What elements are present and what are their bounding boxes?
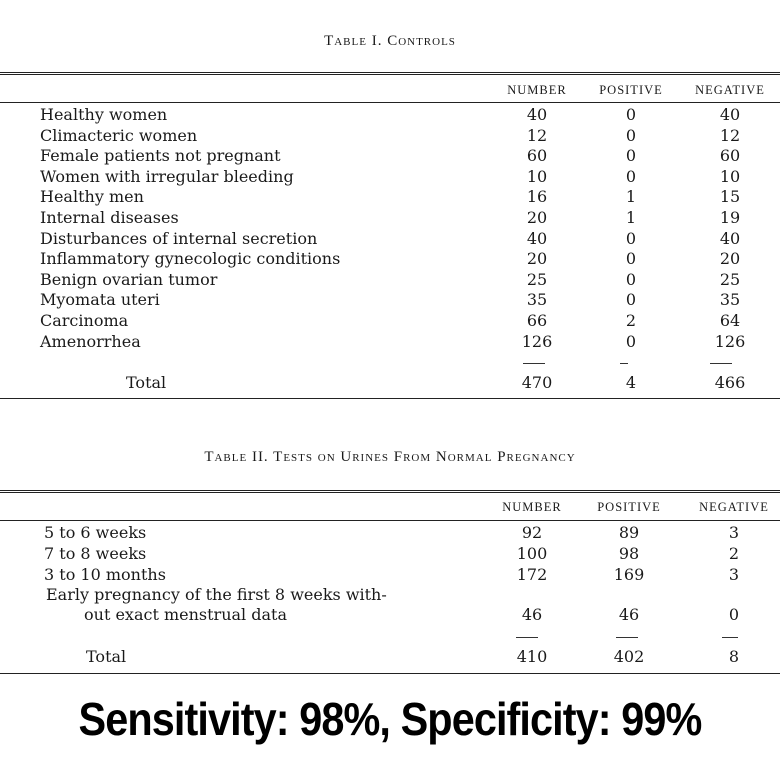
row-negative: 20 xyxy=(719,249,741,269)
row-number: 40 xyxy=(526,228,548,248)
table2-total-negative: 8 xyxy=(728,647,740,666)
row-label: Disturbances of internal secretion xyxy=(40,228,318,248)
row-number: 25 xyxy=(526,269,548,289)
table2-total-dash-negative xyxy=(722,637,738,638)
row-positive: 0 xyxy=(625,269,637,289)
row-negative: 10 xyxy=(719,166,741,186)
table2-multiline-negative: 0 xyxy=(728,605,740,624)
row-negative: 12 xyxy=(719,125,741,145)
table-row xyxy=(0,565,780,586)
table-row xyxy=(0,105,780,126)
row-negative: 25 xyxy=(719,269,741,289)
table1-top-rule xyxy=(0,72,780,75)
row-label: 3 to 10 months xyxy=(44,565,166,584)
table-row xyxy=(0,544,780,565)
table2-title: Table II. Tests on Urines From Normal Pregnancy xyxy=(204,449,576,465)
row-label: Amenorrhea xyxy=(40,331,141,351)
table2-top-rule xyxy=(0,490,780,493)
row-positive: 0 xyxy=(625,331,637,351)
row-number: 40 xyxy=(526,105,548,124)
table-row xyxy=(0,270,780,291)
row-label: Benign ovarian tumor xyxy=(40,269,218,289)
table1-total-negative: 466 xyxy=(714,373,746,392)
table1-header-number: NUMBER xyxy=(507,83,567,97)
row-label: Myomata uteri xyxy=(40,290,160,310)
table1-total-dash-number xyxy=(523,363,545,364)
row-negative: 40 xyxy=(719,228,741,248)
sensitivity-specificity-banner: Sensitivity: 98%, Specificity: 99% xyxy=(78,693,702,745)
row-label: Internal diseases xyxy=(40,208,179,227)
table2-total-label: Total xyxy=(86,647,127,666)
row-label: Healthy women xyxy=(40,105,168,124)
table-row xyxy=(0,126,780,147)
row-label: Female patients not pregnant xyxy=(40,146,281,166)
row-label: Women with irregular bleeding xyxy=(40,166,294,186)
row-negative: 126 xyxy=(714,331,746,351)
table2-multiline-label-line1: Early pregnancy of the first 8 weeks with- xyxy=(46,585,387,604)
table1-total-number: 470 xyxy=(521,373,553,392)
row-positive: 1 xyxy=(625,187,637,207)
row-positive: 1 xyxy=(625,208,637,227)
row-positive: 0 xyxy=(625,125,637,145)
table1-header-negative: NEGATIVE xyxy=(695,83,765,97)
table1-header-rule xyxy=(0,102,780,103)
row-positive: 89 xyxy=(618,523,640,542)
table1-total-positive: 4 xyxy=(625,373,637,392)
table-row xyxy=(0,229,780,250)
row-positive: 0 xyxy=(625,249,637,269)
row-number: 100 xyxy=(516,544,548,563)
table-row xyxy=(0,187,780,208)
row-label: Inflammatory gynecologic conditions xyxy=(40,249,341,269)
table2-total-row xyxy=(0,647,780,668)
row-positive: 0 xyxy=(625,146,637,166)
table-row xyxy=(0,167,780,188)
table2-header-positive: POSITIVE xyxy=(597,500,661,514)
row-label: 7 to 8 weeks xyxy=(44,544,147,563)
table1-total-label: Total xyxy=(126,373,167,392)
row-number: 35 xyxy=(526,290,548,310)
row-positive: 98 xyxy=(618,544,640,563)
table-row xyxy=(0,290,780,311)
row-positive: 0 xyxy=(625,105,637,124)
table1-header-positive: POSITIVE xyxy=(599,83,663,97)
table2-multiline-label-line2: out exact menstrual data xyxy=(84,605,287,624)
row-negative: 3 xyxy=(728,523,740,542)
table-row xyxy=(0,311,780,332)
row-label: Healthy men xyxy=(40,187,144,207)
table2-multiline-number: 46 xyxy=(521,605,543,624)
row-label: Carcinoma xyxy=(40,311,129,330)
table-row xyxy=(0,249,780,270)
table2-total-dash-number xyxy=(516,637,538,638)
row-number: 92 xyxy=(521,523,543,542)
row-label: Climacteric women xyxy=(40,125,198,145)
table-row xyxy=(0,208,780,229)
row-number: 16 xyxy=(526,187,548,207)
table1-title: Table I. Controls xyxy=(324,33,456,49)
row-negative: 35 xyxy=(719,290,741,310)
row-negative: 64 xyxy=(719,311,741,330)
table2-header-number: NUMBER xyxy=(502,500,562,514)
table-row xyxy=(0,523,780,544)
table2-multiline-row-line2 xyxy=(0,605,780,626)
row-negative: 60 xyxy=(719,146,741,166)
row-number: 60 xyxy=(526,146,548,166)
row-negative: 19 xyxy=(719,208,741,227)
table1-total-dash-negative xyxy=(710,363,732,364)
table1-total-row xyxy=(0,373,780,394)
table2-header-negative: NEGATIVE xyxy=(699,500,769,514)
row-positive: 0 xyxy=(625,228,637,248)
row-number: 66 xyxy=(526,311,548,330)
row-number: 172 xyxy=(516,565,548,584)
row-negative: 15 xyxy=(719,187,741,207)
row-positive: 2 xyxy=(625,311,637,330)
row-positive: 169 xyxy=(613,565,645,584)
table-row xyxy=(0,146,780,167)
table2-bottom-rule xyxy=(0,673,780,674)
row-positive: 0 xyxy=(625,166,637,186)
row-negative: 40 xyxy=(719,105,741,124)
row-number: 10 xyxy=(526,166,548,186)
table2-multiline-row-line1 xyxy=(0,585,780,606)
table2-header-rule xyxy=(0,520,780,521)
row-negative: 2 xyxy=(728,544,740,563)
row-positive: 0 xyxy=(625,290,637,310)
row-negative: 3 xyxy=(728,565,740,584)
row-number: 12 xyxy=(526,125,548,145)
table2-total-dash-positive xyxy=(616,637,638,638)
row-number: 20 xyxy=(526,249,548,269)
table1-total-dash-positive xyxy=(620,363,628,364)
row-number: 20 xyxy=(526,208,548,227)
table1-bottom-rule xyxy=(0,398,780,399)
table2-multiline-positive: 46 xyxy=(618,605,640,624)
table2-total-positive: 402 xyxy=(613,647,645,666)
table2-total-number: 410 xyxy=(516,647,548,666)
row-label: 5 to 6 weeks xyxy=(44,523,147,542)
row-number: 126 xyxy=(521,331,553,351)
table-row xyxy=(0,332,780,353)
